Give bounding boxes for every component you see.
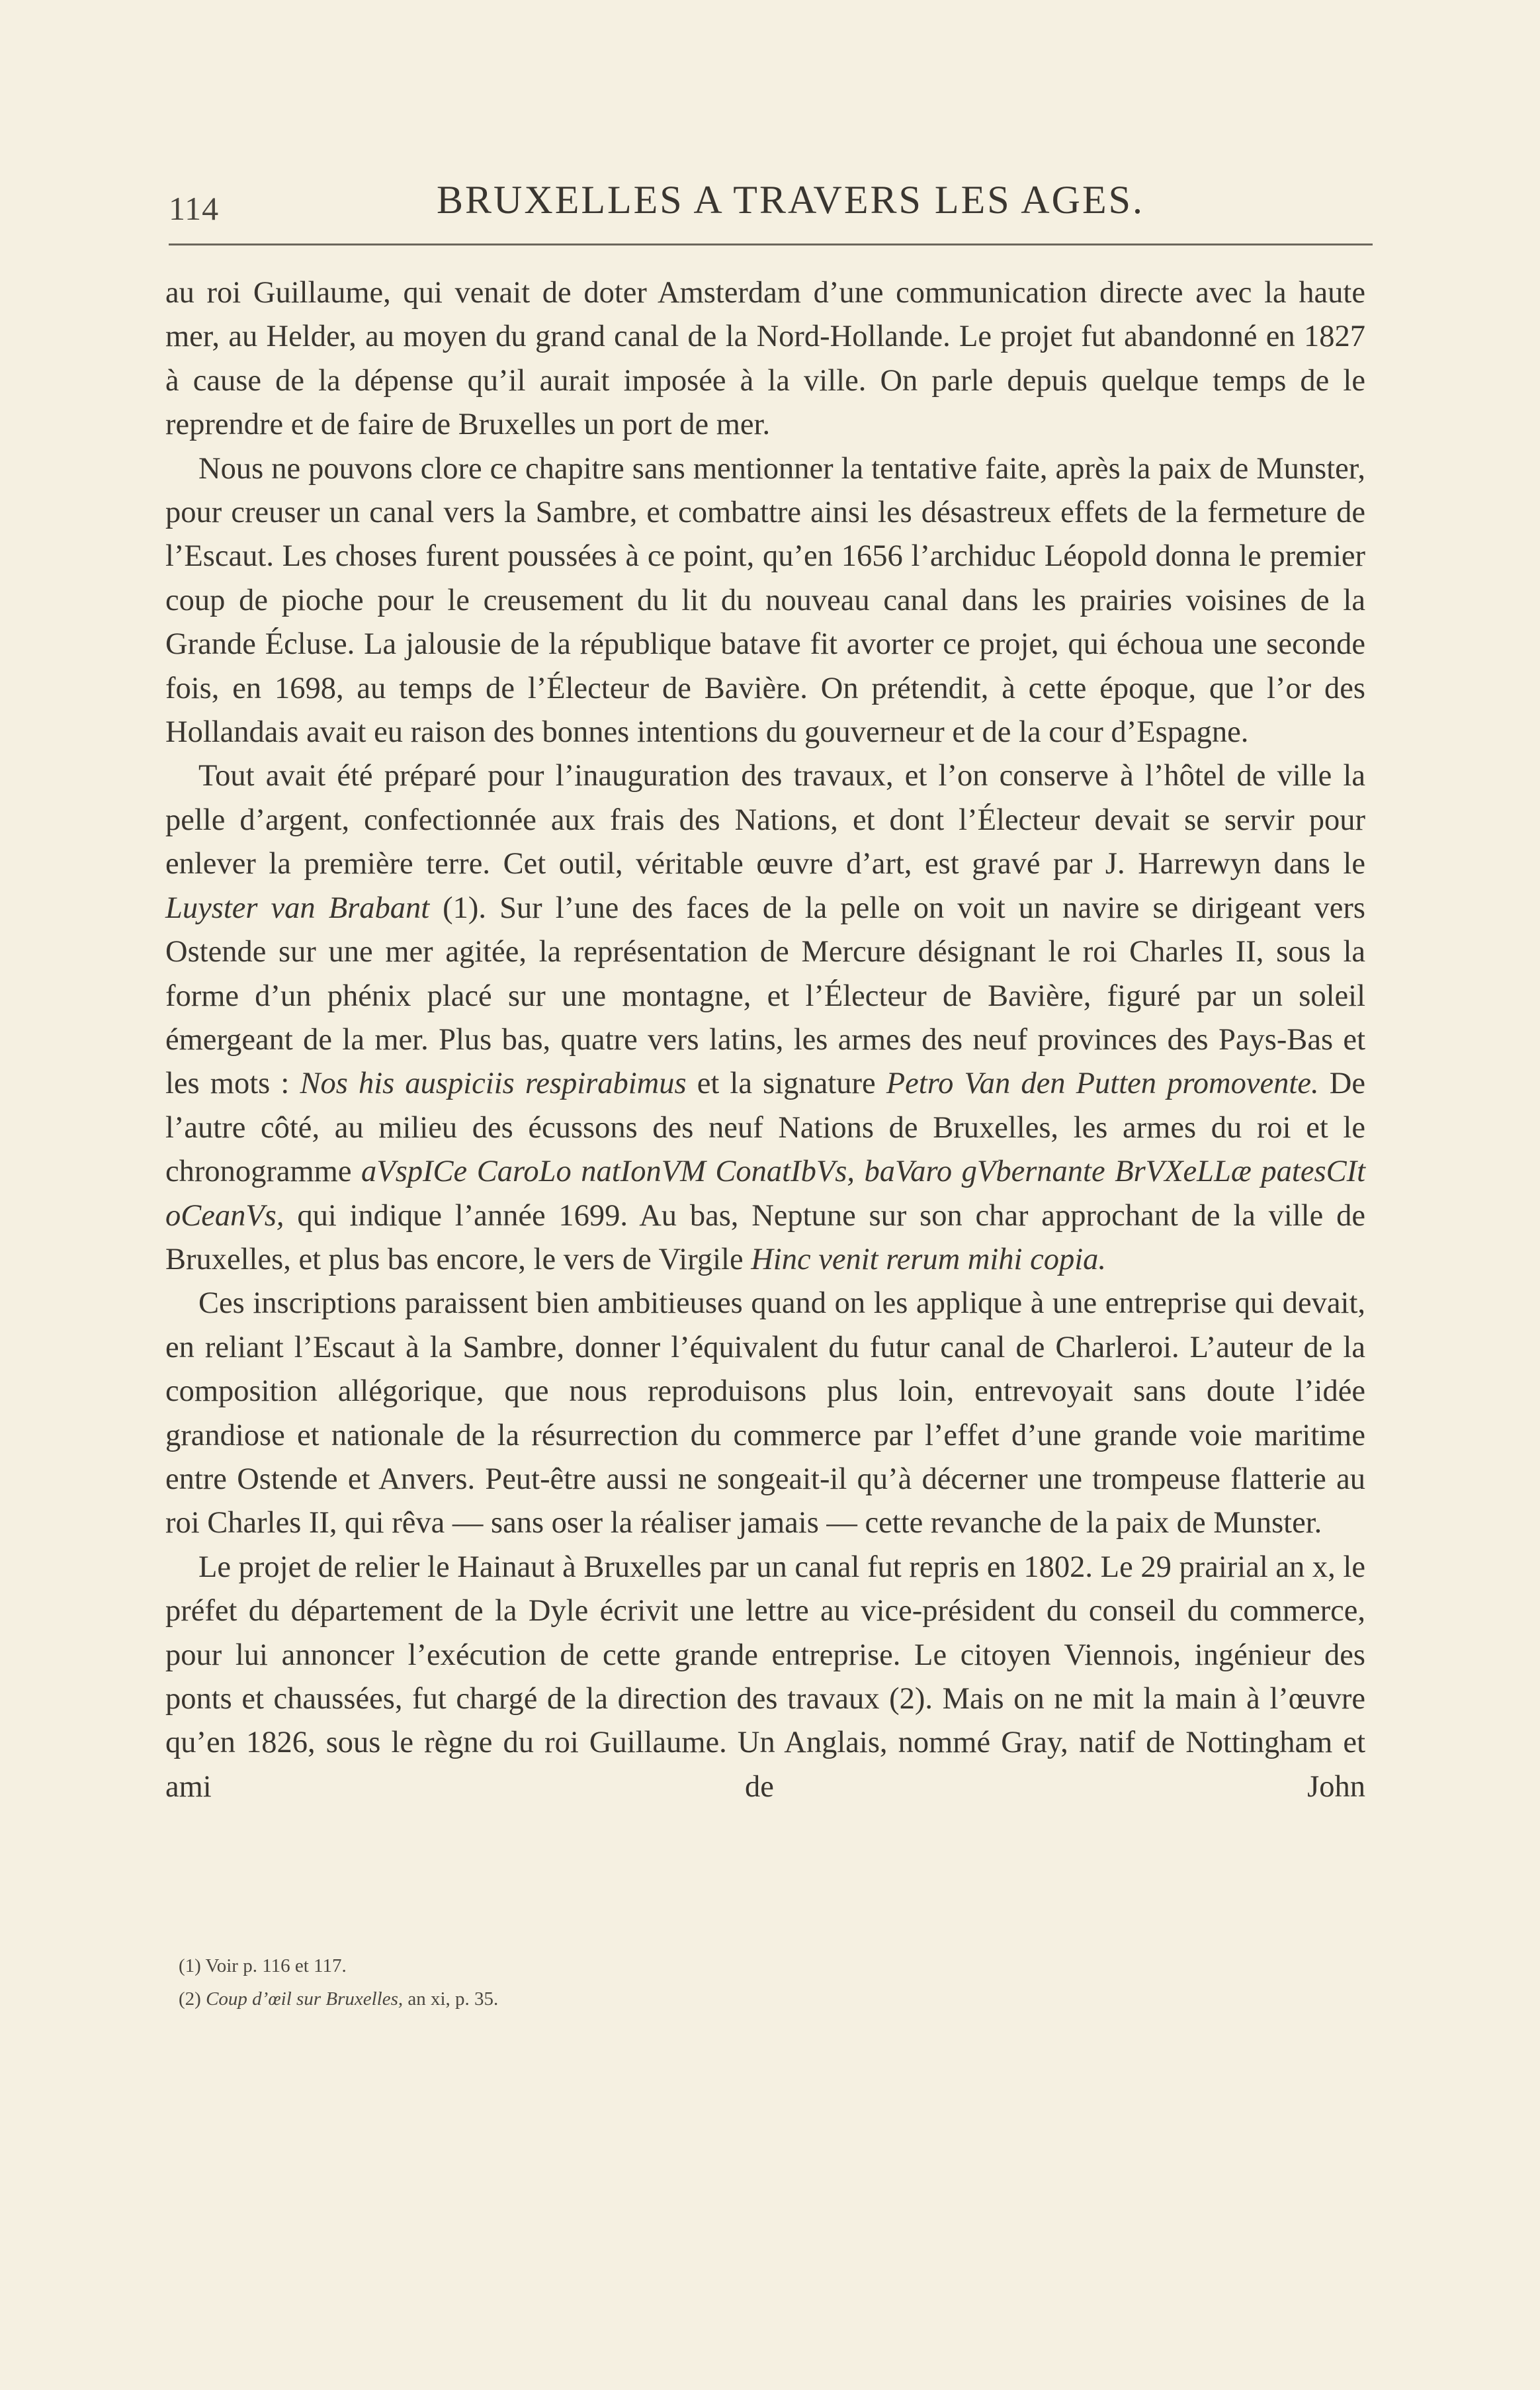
footnote-2-title: Coup d’œil sur Bruxelles, <box>206 1988 404 2010</box>
running-title: BRUXELLES A TRAVERS LES AGES. <box>437 178 1144 222</box>
paragraph-3 <box>165 754 1365 1282</box>
paragraph-3-text-a: Tout avait été préparé pour l’inauguration des travaux, et l’on conserve à l’hôtel de ville la pelle d’argent, confectionnée aux frais des Nations, et dont l’Électeur devait se servir pour enlever la première terre. Cet outil, véritable œuvre d’art, est gravé par J. Harrewyn dans le <box>165 759 1365 881</box>
paragraph-5: Le projet de relier le Hainaut à Bruxelles par un canal fut repris en 1802. Le 29 prairial an x, le préfet du département de la Dyle écrivit une lettre au vice-président du conseil du commerce, pour lui annoncer l’exécution de cette grande entreprise. Le citoyen Viennois, ingénieur des ponts et chaussées, fut chargé de la direction des travaux (2). Mais on ne mit la main à l’œuvre qu’en 1826, sous le règne du roi Guillaume. Un Anglais, nommé Gray, natif de Nottingham et ami de John <box>165 1550 1365 1804</box>
paragraph-3-text-e: qui indique l’année 1699. Au bas, Neptune sur son char approchant de la ville de Bruxelles, et plus bas encore, le vers de Virgile <box>165 1198 1365 1276</box>
chronogram: aVspICe CaroLo natIonVM ConatIbVs, baVaro gVbernante BrVXeLLæ patesCIt oCeanVs, <box>165 1155 1365 1233</box>
paragraph-4: Ces inscriptions paraissent bien ambitieuses quand on les applique à une entreprise qui devait, en reliant l’Escaut à la Sambre, donner l’équivalent du futur canal de Charleroi. L’auteur de la composition allégorique, que nous reproduisons plus loin, entrevoyait sans doute l’idée grandiose et nationale de la résurrection du commerce par l’effet d’une grande voie maritime entre Ostende et Anvers. Peut-être aussi ne songeait-il qu’à décerner une trompeuse flatterie au roi Charles II, qui rêva — sans oser la réaliser jamais — cette revanche de la paix de Munster. <box>165 1286 1365 1540</box>
page-header <box>169 177 1373 237</box>
footnotes <box>179 1949 1369 2015</box>
header-rule <box>169 243 1373 245</box>
body-text <box>165 271 1365 1809</box>
footnote-2-marker: (2) <box>179 1988 206 2010</box>
latin-signature: Petro Van den Putten promovente. <box>886 1067 1319 1101</box>
page-number: 114 <box>169 190 220 227</box>
paragraph-3-text-c: et la signature <box>686 1067 886 1101</box>
paragraph-3-text-d: De l’autre côté, au milieu des écussons des neuf Nations de Bruxelles, les armes du roi et le chronogramme <box>165 1067 1365 1189</box>
latin-motto: Nos his auspiciis respirabimus <box>300 1067 687 1101</box>
paragraph-2: Nous ne pouvons clore ce chapitre sans mentionner la tentative faite, après la paix de Munster, pour creuser un canal vers la Sambre, et combattre ainsi les désastreux effets de la fermeture de l’Escaut. Les choses furent poussées à ce point, qu’en 1656 l’archiduc Léopold donna le premier coup de pioche pour le creusement du lit du nouveau canal dans les prairies voisines de la Grande Écluse. La jalousie de la république batave fit avorter ce projet, qui échoua une seconde fois, en 1698, au temps de l’Électeur de Bavière. On prétendit, à cette époque, que l’or des Hollandais avait eu raison des bonnes intentions du gouverneur et de la cour d’Espagne. <box>165 451 1365 750</box>
work-title-luyster: Luyster van Brabant <box>165 891 430 925</box>
footnote-1: (1) Voir p. 116 et 117. <box>179 1955 347 1976</box>
footnote-2-rest: an xi, p. 35. <box>403 1988 499 2010</box>
virgil-verse: Hinc venit rerum mihi copia. <box>751 1242 1106 1276</box>
paragraph-3-text-b: (1). Sur l’une des faces de la pelle on voit un navire se dirigeant vers Ostende sur une mer agitée, la représentation de Mercure désignant le roi Charles II, sous la forme d’un phénix placé sur une montagne, et l’Électeur de Bavière, figuré par un soleil émergeant de la mer. Plus bas, quatre vers latins, les armes des neuf provinces des Pays-Bas et les mots : <box>165 891 1365 1101</box>
paragraph-1: au roi Guillaume, qui venait de doter Amsterdam d’une communication directe avec la haute mer, au Helder, au moyen du grand canal de la Nord-Hollande. Le projet fut abandonné en 1827 à cause de la dépense qu’il aurait imposée à la ville. On parle depuis quelque temps de le reprendre et de faire de Bruxelles un port de mer. <box>165 276 1365 442</box>
footnote-2 <box>179 1982 1369 2015</box>
